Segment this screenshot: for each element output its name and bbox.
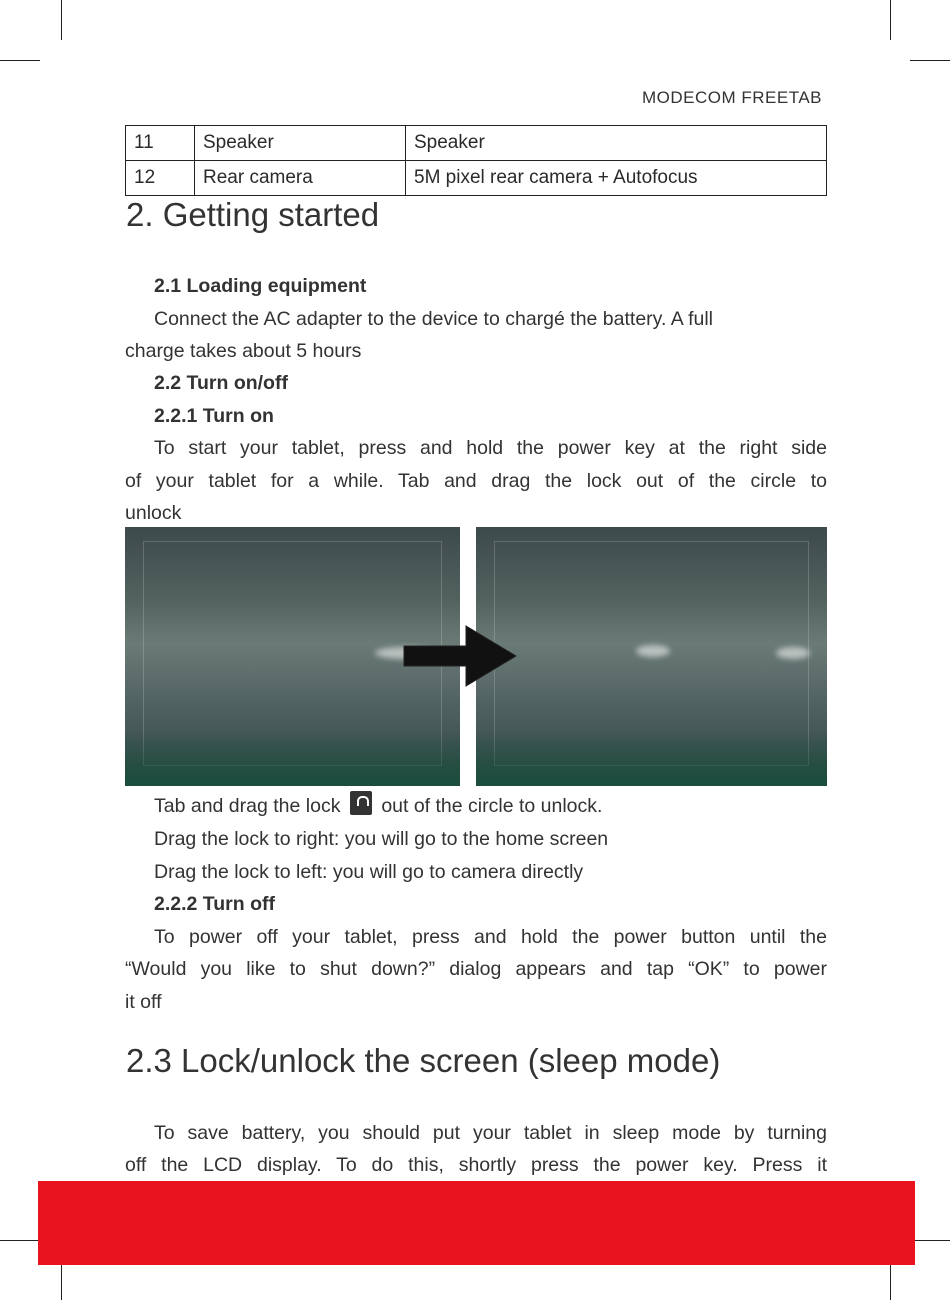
section-heading-getting-started: 2. Getting started [126,196,380,233]
lock-ring-glow [776,647,810,659]
table-cell-description: Speaker [406,126,827,161]
crop-mark-bottom-right-v [890,1260,891,1300]
paragraph-line: charge takes about 5 hours [125,340,362,362]
lock-screen-image-after [476,527,827,786]
subheading-turn-off: 2.2.2 Turn off [154,893,275,915]
table-row [126,161,827,196]
table-cell-part: Speaker [195,126,406,161]
paragraph-line: unlock [125,502,182,524]
spec-table [125,125,827,196]
crop-mark-bottom-left-h [0,1240,40,1241]
running-header: MODECOM FREETAB [641,88,822,107]
crop-mark-top-left-h [0,60,40,61]
instruction-text: out of the circle to unlock. [381,795,603,817]
section-heading-lock-unlock: 2.3 Lock/unlock the screen (sleep mode) [126,1042,721,1079]
lock-ring-glow [636,645,670,657]
paragraph-line: it off [125,991,162,1013]
table-row [126,126,827,161]
instruction-line: Drag the lock to left: you will go to camera directly [154,861,584,883]
crop-mark-top-right-v [890,0,891,40]
table-cell-part: Rear camera [195,161,406,196]
paragraph-line: “Would you like to shut down?” dialog appears and tap “OK” to power [125,958,827,980]
table-cell-num: 12 [126,161,195,196]
instruction-text: Tab and drag the lock [154,795,341,817]
subheading-turn-on: 2.2.1 Turn on [154,405,274,427]
paragraph-line: To start your tablet, press and hold the power key at the right side [154,437,827,459]
crop-mark-top-left-v [61,0,62,40]
instruction-line [154,790,602,823]
paragraph-line: of your tablet for a while. Tab and drag the lock out of the circle to [125,470,827,492]
paragraph-line: off the LCD display. To do this, shortly press the power key. Press it [125,1154,827,1176]
paragraph-line: To power off your tablet, press and hold the power button until the [154,926,827,948]
arrow-right-icon [402,624,520,688]
lock-icon [350,791,372,815]
table-cell-num: 11 [126,126,195,161]
paragraph-line: To save battery, you should put your tablet in sleep mode by turning [154,1122,827,1144]
crop-mark-bottom-left-v [61,1260,62,1300]
footer-bar [38,1181,915,1265]
subheading-turn-on-off: 2.2 Turn on/off [154,372,288,394]
table-cell-description: 5M pixel rear camera + Autofocus [406,161,827,196]
crop-mark-top-right-h [910,60,950,61]
crop-mark-bottom-right-h [910,1240,950,1241]
instruction-line: Drag the lock to right: you will go to the home screen [154,828,609,850]
subheading-loading-equipment: 2.1 Loading equipment [154,275,367,297]
paragraph-line: Connect the AC adapter to the device to chargé the battery. A full [154,308,713,330]
